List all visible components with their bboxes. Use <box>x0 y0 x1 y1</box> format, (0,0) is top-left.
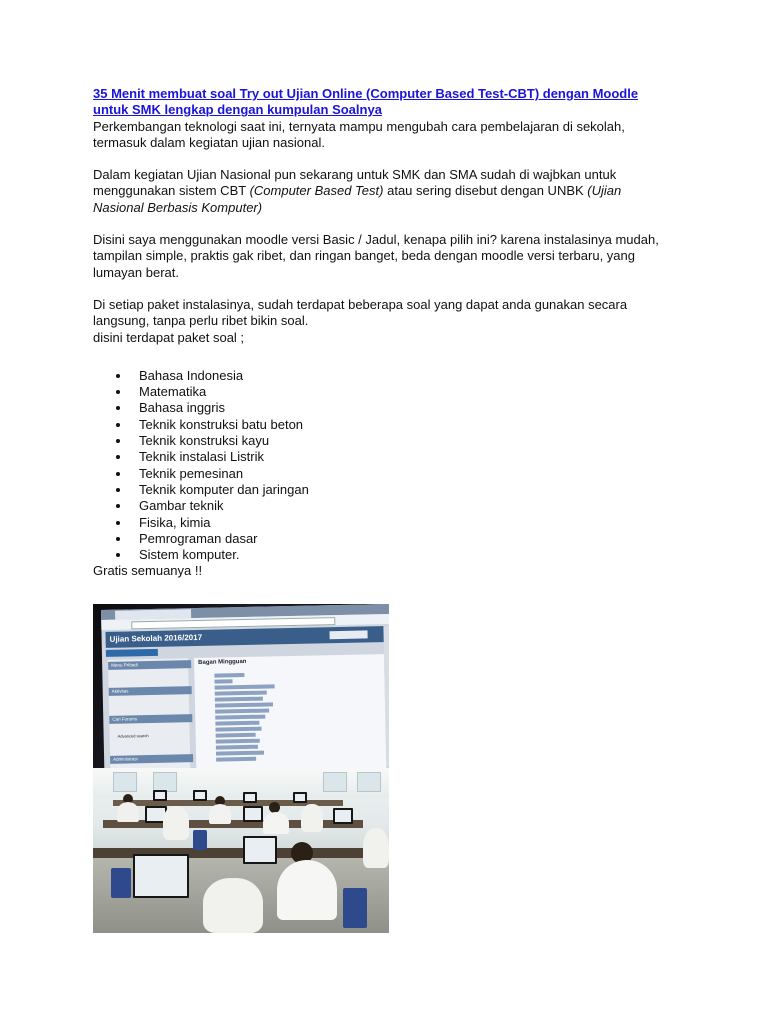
monitor <box>243 806 263 822</box>
monitor <box>333 808 353 824</box>
paragraph-2-text-a: Dalam kegiatan Ujian Nasional pun sekarang untuk SMK dan SMA sudah di wajbkan untuk menggunakan sistem CBT <box>93 167 617 199</box>
list-item-label: Bahasa Indonesia <box>139 367 244 383</box>
list-item <box>93 417 673 433</box>
list-item-label: Teknik konstruksi kayu <box>139 433 270 449</box>
paragraph-2-unbk-italic: (Ujian Nasional Berbasis Komputer) <box>93 183 622 215</box>
chair <box>193 830 207 850</box>
sidebar <box>108 658 190 768</box>
list-item-label: Pemrograman dasar <box>139 530 258 546</box>
student-hijab <box>163 806 189 840</box>
student <box>263 812 289 834</box>
student-hijab <box>203 878 263 933</box>
paragraph-2-cbt-italic: (Computer Based Test) <box>249 183 384 199</box>
bullet-icon <box>116 537 120 541</box>
article-title-link[interactable]: 35 Menit membuat soal Try out Ujian Online (Computer Based Test-CBT) dengan Moodle untuk SMK lengkap dengan kumpulan Soalnya <box>93 86 639 118</box>
list-item <box>93 449 673 465</box>
monitor <box>293 792 307 803</box>
chair <box>343 888 367 928</box>
monitor-screen <box>101 604 389 768</box>
login-box <box>329 630 367 639</box>
monitor <box>133 854 189 898</box>
list-item-label: Gambar teknik <box>139 498 224 514</box>
list-item-label: Fisika, kimia <box>139 514 211 530</box>
topic-row <box>216 733 256 738</box>
bullet-icon <box>116 390 120 394</box>
search-heading: Cari Forums <box>109 714 192 724</box>
bullet-icon <box>116 423 120 427</box>
list-item <box>93 547 673 563</box>
bullet-icon <box>116 488 120 492</box>
list-item <box>93 400 673 416</box>
advanced-search-link: Advanced search <box>117 733 149 739</box>
breadcrumb <box>106 649 158 657</box>
subject-list <box>93 368 673 564</box>
list-item <box>93 498 673 514</box>
bullet-icon <box>116 455 120 459</box>
bullet-icon <box>116 406 120 410</box>
list-item-label: Teknik pemesinan <box>139 465 244 481</box>
student <box>277 860 337 920</box>
paragraph-3: Disini saya menggunakan moodle versi Basic / Jadul, kenapa pilih ini? karena instalasinya mudah, tampilan simple, praktis gak ribet, dan ringan banget, beda dengan moodle versi terbaru, yang lumayan berat. <box>93 232 659 280</box>
paragraph-2 <box>93 167 673 216</box>
monitor <box>243 836 277 864</box>
classroom-photo <box>93 768 389 933</box>
moodle-screen-photo <box>93 604 389 768</box>
list-item-label: Teknik komputer dan jaringan <box>139 481 309 497</box>
bullet-icon <box>116 553 120 557</box>
chair <box>111 868 131 898</box>
student <box>117 802 139 822</box>
paragraph-1: Perkembangan teknologi saat ini, ternyata mampu mengubah cara pembelajaran di sekolah, termasuk dalam kegiatan ujian nasional. <box>93 118 625 150</box>
topic-row <box>216 757 256 762</box>
bullet-icon <box>116 472 120 476</box>
list-item <box>93 433 673 449</box>
paragraph-5: disini terdapat paket soal ; <box>93 329 245 345</box>
menu-heading: Menu Pribadi <box>108 660 191 670</box>
bullet-icon <box>116 521 120 525</box>
monitor <box>193 790 207 801</box>
window <box>113 772 137 792</box>
list-item <box>93 515 673 531</box>
window <box>323 772 347 792</box>
topic-row <box>214 679 232 683</box>
topic-row <box>214 673 244 678</box>
article <box>93 86 673 580</box>
list-item <box>93 384 673 400</box>
monitor <box>243 792 257 803</box>
desk-row <box>103 820 363 828</box>
list-item <box>93 466 673 482</box>
bullet-icon <box>116 374 120 378</box>
paragraph-4: Di setiap paket instalasinya, sudah terdapat beberapa soal yang dapat anda gunakan secara langsung, tanpa perlu ribet bikin soal. <box>93 296 628 329</box>
list-item-label: Matematika <box>139 384 207 400</box>
student <box>209 804 231 824</box>
moodle-header: Ujian Sekolah 2016/2017 <box>105 626 389 648</box>
closing-text: Gratis semuanya !! <box>93 563 203 579</box>
list-item-label: Teknik instalasi Listrik <box>139 449 264 465</box>
list-item-label: Teknik konstruksi batu beton <box>139 416 304 432</box>
list-item-label: Bahasa inggris <box>139 400 225 416</box>
list-item <box>93 482 673 498</box>
paragraph-2-text-c: atau sering disebut dengan UNBK <box>383 183 588 199</box>
list-item <box>93 531 673 547</box>
monitor <box>153 790 167 801</box>
list-item <box>93 368 673 384</box>
student-hijab <box>301 804 323 832</box>
list-item-label: Sistem komputer. <box>139 547 240 563</box>
student-hijab <box>363 828 389 868</box>
bullet-icon <box>116 439 120 443</box>
window <box>153 772 177 792</box>
bullet-icon <box>116 504 120 508</box>
activities-heading: Aktivitas <box>109 686 192 696</box>
window <box>357 772 381 792</box>
admin-heading: Administrasi <box>110 754 193 764</box>
section-heading: Bagan Mingguan <box>198 658 247 666</box>
